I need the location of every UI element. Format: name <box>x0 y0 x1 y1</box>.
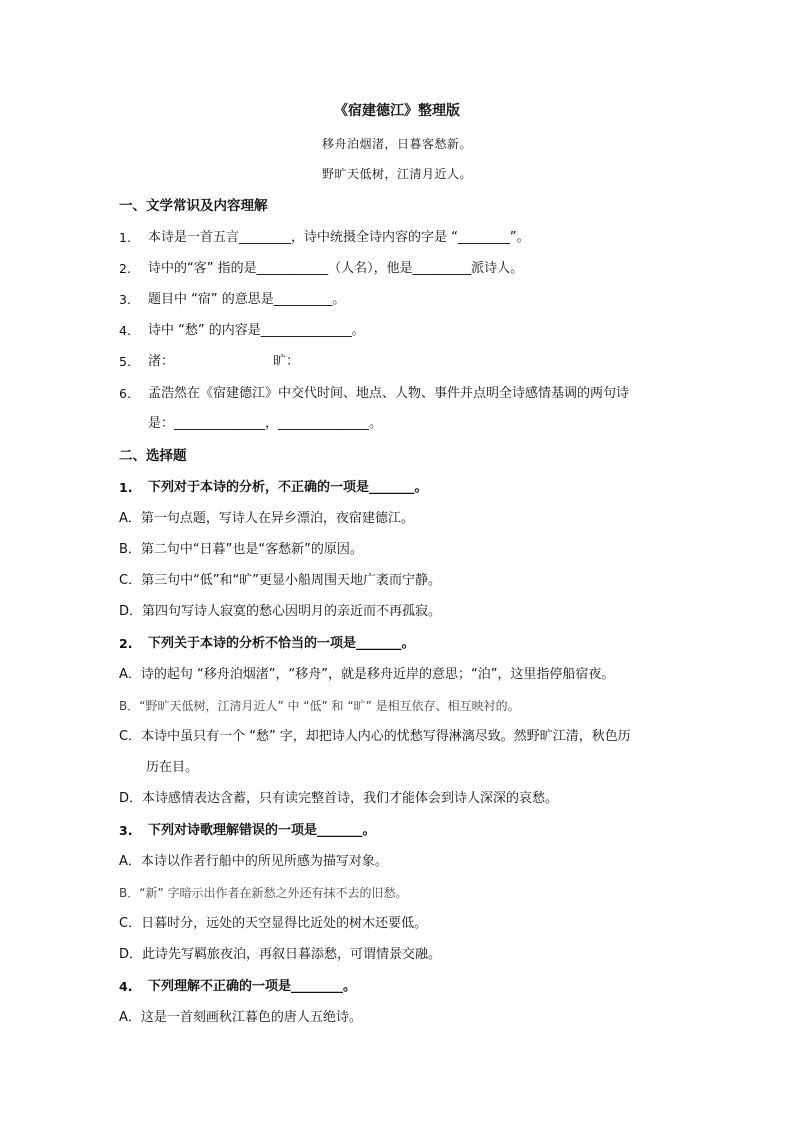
item-text: 题目中 “宿” 的意思是_________。 <box>148 292 346 307</box>
item-text: 孟浩然在《宿建德江》中交代时间、地点、人物、事件并点明全诗感情基调的两句诗 <box>148 386 630 401</box>
item-number: 6. <box>119 386 131 401</box>
poem-line-2: 野旷天低树，江清月近人。 <box>321 167 472 181</box>
option-a: A．诗的起句 “移舟泊烟渚”，“移舟”，就是移舟近岸的意思；“泊”，这里指停船宿夜。 <box>119 667 615 682</box>
section-heading-1: 一、文学常识及内容理解 <box>119 198 268 214</box>
option-d: D．第四句写诗人寂寞的愁心因明月的亲近而不再孤寂。 <box>119 604 442 619</box>
item-number: 2. <box>119 261 131 276</box>
option-c: C．本诗中虽只有一个 “愁” 字，却把诗人内心的忧愁写得淋漓尽致。然野旷江清，秋色历 <box>119 729 631 744</box>
option-c: C．日暮时分，远处的天空显得比近处的树木还要低。 <box>119 916 428 931</box>
option-b: B．第二句中“日暮”也是“客愁新”的原因。 <box>119 542 363 557</box>
item-number: 3. <box>119 292 131 307</box>
question-number: 2. <box>119 636 133 651</box>
option-b: B．“新” 字暗示出作者在新愁之外还有抹不去的旧愁。 <box>119 886 408 900</box>
item-number: 1. <box>119 230 131 245</box>
option-b: B．“野旷天低树，江清月近人” 中 “低” 和 “旷” 是相互依存、相互映衬的。 <box>119 699 520 713</box>
document-title: 《宿建德江》整理版 <box>334 103 460 119</box>
option-d: D．本诗感情表达含蓄，只有读完整首诗，我们才能体会到诗人深深的哀愁。 <box>119 791 559 806</box>
item-text-continued: 是：______________，______________。 <box>148 416 383 431</box>
item-number: 4. <box>119 323 131 338</box>
item-text: 诗中的“客” 指的是___________（人名），他是_________派诗人。 <box>148 261 524 276</box>
question-stem: 下列关于本诗的分析不恰当的一项是_______。 <box>148 636 415 651</box>
question-stem: 下列理解不正确的一项是________。 <box>148 979 357 994</box>
item-text: 本诗是一首五言________，诗中统摄全诗内容的字是 “________”。 <box>148 230 530 245</box>
poem-line-1: 移舟泊烟渚，日暮客愁新。 <box>321 137 472 151</box>
question-stem: 下列对诗歌理解错误的一项是_______。 <box>148 823 376 838</box>
item-number: 5. <box>119 354 131 369</box>
question-stem: 下列对于本诗的分析，不正确的一项是_______。 <box>148 480 428 495</box>
question-number: 4. <box>119 979 133 994</box>
option-a: A．第一句点题，写诗人在异乡漂泊，夜宿建德江。 <box>119 511 414 526</box>
option-d: D．此诗先写羁旅夜泊，再叙日暮添愁，可谓情景交融。 <box>119 947 442 962</box>
item-text: 诗中 “愁” 的内容是______________。 <box>148 323 365 338</box>
question-number: 3. <box>119 823 133 838</box>
option-c: C．第三句中“低”和“旷”更显小船周围天地广袤而宁静。 <box>119 573 442 588</box>
option-c-continued: 历在目。 <box>146 760 199 775</box>
section-heading-2: 二、选择题 <box>119 448 187 464</box>
item-text: 渚： 旷： <box>148 354 300 369</box>
question-number: 1. <box>119 480 133 495</box>
option-a: A．本诗以作者行船中的所见所感为描写对象。 <box>119 854 388 869</box>
option-a: A．这是一首刻画秋江暮色的唐人五绝诗。 <box>119 1010 362 1025</box>
